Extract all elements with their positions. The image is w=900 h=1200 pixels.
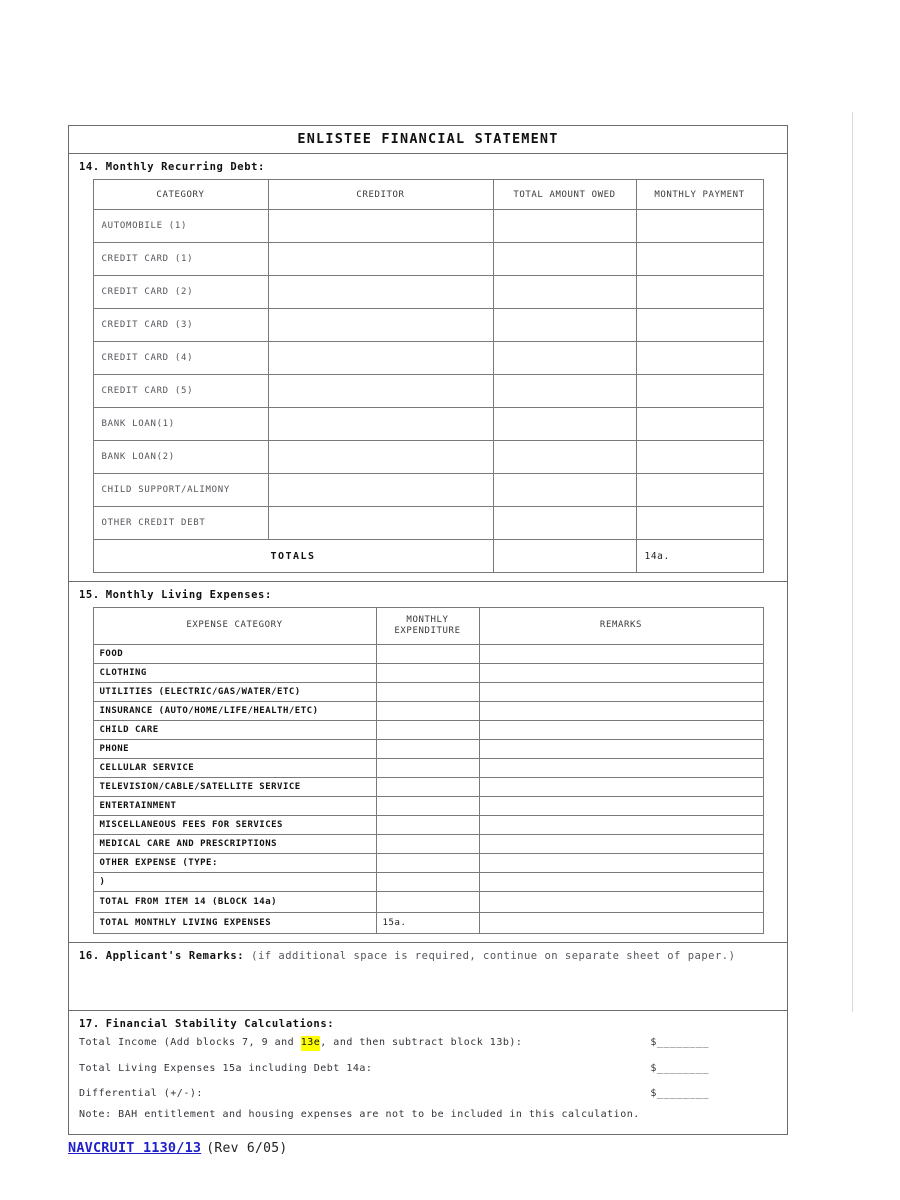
debt-total-owed-input[interactable] (493, 408, 636, 441)
section-16-heading (69, 949, 787, 968)
table-row (93, 816, 763, 835)
debt-row-label: BANK LOAN(2) (93, 441, 268, 474)
table-row (93, 835, 763, 854)
debt-totals-label: TOTALS (93, 540, 493, 573)
expense-remarks-input[interactable] (479, 702, 763, 721)
section-17-financial-stability-calculations (69, 1011, 787, 1135)
expense-remarks-input[interactable] (479, 664, 763, 683)
table-row (93, 664, 763, 683)
expense-row-label: CLOTHING (93, 664, 376, 683)
debt-row-label: CHILD SUPPORT/ALIMONY (93, 474, 268, 507)
calc-note: Note: BAH entitlement and housing expenses are not to be included in this calculation. (79, 1108, 640, 1120)
expense-row-label: INSURANCE (AUTO/HOME/LIFE/HEALTH/ETC) (93, 702, 376, 721)
page-edge-shadow (852, 112, 853, 1012)
table-row (93, 507, 763, 540)
expense-amount-input[interactable] (376, 797, 479, 816)
table-row (93, 873, 763, 892)
calc-total-income-text-after: , and then subtract block 13b): (320, 1037, 523, 1048)
debt-creditor-input[interactable] (268, 441, 493, 474)
calc-differential-amount-input[interactable]: $________ (650, 1088, 709, 1099)
table-row (93, 342, 763, 375)
table-row (93, 854, 763, 873)
debt-total-owed-input[interactable] (493, 375, 636, 408)
debt-total-owed-input[interactable] (493, 276, 636, 309)
debt-creditor-input[interactable] (268, 474, 493, 507)
section-14-label: Monthly Recurring Debt: (105, 161, 265, 173)
debt-col-monthly-payment: MONTHLY PAYMENT (636, 180, 763, 210)
expense-amount-input[interactable] (376, 721, 479, 740)
table-row (93, 408, 763, 441)
debt-total-owed-input[interactable] (493, 243, 636, 276)
expense-row-label: CHILD CARE (93, 721, 376, 740)
expense-row-label-other-close: ) (93, 873, 376, 892)
debt-creditor-input[interactable] (268, 243, 493, 276)
calc-total-income-amount-input[interactable]: $________ (650, 1037, 709, 1048)
expenses-table (93, 607, 764, 934)
expense-amount-input[interactable] (376, 778, 479, 797)
expense-row-label: UTILITIES (ELECTRIC/GAS/WATER/ETC) (93, 683, 376, 702)
calc-living-expenses-text: Total Living Expenses 15a including Debt 14a: (79, 1062, 373, 1074)
section-17-heading (69, 1017, 787, 1036)
debt-total-owed-input[interactable] (493, 342, 636, 375)
debt-table (93, 179, 764, 573)
table-row (93, 759, 763, 778)
form-title: ENLISTEE FINANCIAL STATEMENT (69, 126, 787, 154)
expense-remarks-input[interactable] (479, 854, 763, 873)
table-row (93, 778, 763, 797)
table-row (93, 683, 763, 702)
debt-totals-row (93, 540, 763, 573)
debt-table-header-row (93, 180, 763, 210)
debt-row-label: BANK LOAN(1) (93, 408, 268, 441)
expense-remarks-input[interactable] (479, 873, 763, 892)
expense-amount-input[interactable] (376, 835, 479, 854)
debt-row-label: CREDIT CARD (2) (93, 276, 268, 309)
expense-row-label: FOOD (93, 645, 376, 664)
expense-amount-input[interactable] (376, 854, 479, 873)
table-row (93, 645, 763, 664)
expense-remarks-input[interactable] (479, 759, 763, 778)
table-row (93, 892, 763, 913)
expense-row-label: MISCELLANEOUS FEES FOR SERVICES (93, 816, 376, 835)
debt-monthly-payment-input[interactable] (636, 408, 763, 441)
table-row (93, 309, 763, 342)
debt-total-owed-input[interactable] (493, 507, 636, 540)
expense-row-label-total-monthly-living: TOTAL MONTHLY LIVING EXPENSES (93, 913, 376, 934)
debt-row-label: CREDIT CARD (5) (93, 375, 268, 408)
calc-total-income-highlight-13e: 13e (301, 1036, 321, 1051)
calc-row-total-living-expenses (79, 1062, 787, 1077)
table-row (93, 375, 763, 408)
debt-total-owed-input[interactable] (493, 210, 636, 243)
expense-remarks-input[interactable] (479, 892, 763, 913)
section-17-label: Financial Stability Calculations: (105, 1018, 335, 1030)
expense-remarks-input[interactable] (479, 721, 763, 740)
expense-remarks-input[interactable] (479, 797, 763, 816)
debt-creditor-input[interactable] (268, 342, 493, 375)
expense-remarks-input[interactable] (479, 778, 763, 797)
table-row (93, 276, 763, 309)
form-footer (68, 1140, 788, 1156)
expense-amount-input[interactable] (376, 816, 479, 835)
expense-amount-input[interactable] (376, 759, 479, 778)
debt-creditor-input[interactable] (268, 210, 493, 243)
form-body (68, 125, 788, 1156)
form-outer-border (68, 125, 788, 1135)
debt-monthly-payment-input[interactable] (636, 276, 763, 309)
section-16-number: 16. (79, 950, 100, 962)
calc-total-income-text-before: Total Income (Add blocks 7, 9 and (79, 1037, 301, 1048)
debt-monthly-payment-input[interactable] (636, 441, 763, 474)
debt-creditor-input[interactable] (268, 276, 493, 309)
expense-amount-input[interactable] (376, 645, 479, 664)
debt-monthly-payment-input[interactable] (636, 474, 763, 507)
expense-remarks-input[interactable] (479, 683, 763, 702)
expense-row-label: PHONE (93, 740, 376, 759)
calc-row-total-income (79, 1036, 787, 1051)
calc-living-expenses-amount-input[interactable]: $________ (650, 1062, 709, 1074)
debt-monthly-payment-input[interactable] (636, 507, 763, 540)
debt-col-category: CATEGORY (93, 180, 268, 210)
expenses-table-header-row (93, 608, 763, 645)
section-15-monthly-living-expenses (69, 582, 787, 943)
debt-monthly-payment-input[interactable] (636, 243, 763, 276)
table-row (93, 721, 763, 740)
debt-creditor-input[interactable] (268, 408, 493, 441)
section-16-applicant-remarks (69, 943, 787, 1011)
table-row (93, 913, 763, 934)
debt-row-label: OTHER CREDIT DEBT (93, 507, 268, 540)
expense-remarks-input[interactable] (479, 740, 763, 759)
section-14-heading (69, 160, 787, 179)
expense-row-label: ENTERTAINMENT (93, 797, 376, 816)
debt-monthly-payment-input[interactable] (636, 342, 763, 375)
expense-amount-input[interactable] (376, 702, 479, 721)
expense-remarks-input[interactable] (479, 913, 763, 934)
calc-row-differential (79, 1087, 787, 1102)
debt-row-label: CREDIT CARD (4) (93, 342, 268, 375)
form-number-link[interactable]: NAVCRUIT 1130/13 (68, 1140, 202, 1156)
debt-creditor-input[interactable] (268, 507, 493, 540)
section-16-label: Applicant's Remarks: (105, 950, 245, 962)
debt-row-label: CREDIT CARD (1) (93, 243, 268, 276)
expense-remarks-input[interactable] (479, 835, 763, 854)
debt-monthly-payment-input[interactable] (636, 375, 763, 408)
expense-row-label: CELLULAR SERVICE (93, 759, 376, 778)
section-15-number: 15. (79, 589, 100, 601)
section-15-heading (69, 588, 787, 607)
section-17-number: 17. (79, 1018, 100, 1030)
expense-remarks-input[interactable] (479, 645, 763, 664)
expense-total-ref-15a: 15a. (376, 913, 479, 934)
debt-row-label: CREDIT CARD (3) (93, 309, 268, 342)
debt-total-owed-input[interactable] (493, 474, 636, 507)
expense-amount-input[interactable] (376, 873, 479, 892)
debt-creditor-input[interactable] (268, 309, 493, 342)
expense-remarks-input[interactable] (479, 816, 763, 835)
expense-amount-input[interactable] (376, 892, 479, 913)
table-row (93, 210, 763, 243)
table-row (93, 243, 763, 276)
section-16-note: (if additional space is required, continue on separate sheet of paper.) (251, 950, 736, 962)
expense-row-label-other-type: OTHER EXPENSE (TYPE: (93, 854, 376, 873)
debt-col-total-owed: TOTAL AMOUNT OWED (493, 180, 636, 210)
calculations-body (69, 1036, 787, 1126)
debt-row-label: AUTOMOBILE (1) (93, 210, 268, 243)
section-15-label: Monthly Living Expenses: (105, 589, 272, 601)
debt-creditor-input[interactable] (268, 375, 493, 408)
table-row (93, 474, 763, 507)
calc-differential-text: Differential (+/-): (79, 1088, 203, 1099)
form-revision: (Rev 6/05) (206, 1141, 288, 1156)
expense-amount-input[interactable] (376, 664, 479, 683)
expenses-col-category: EXPENSE CATEGORY (93, 608, 376, 645)
table-row (93, 797, 763, 816)
applicant-remarks-input[interactable] (69, 968, 787, 1002)
table-row (93, 702, 763, 721)
debt-monthly-payment-input[interactable] (636, 210, 763, 243)
debt-total-owed-input[interactable] (493, 441, 636, 474)
expense-row-label: MEDICAL CARE AND PRESCRIPTIONS (93, 835, 376, 854)
expense-row-label: TELEVISION/CABLE/SATELLITE SERVICE (93, 778, 376, 797)
section-14-monthly-recurring-debt (69, 154, 787, 582)
expenses-col-remarks: REMARKS (479, 608, 763, 645)
expense-row-label-total-from-item-14: TOTAL FROM ITEM 14 (BLOCK 14a) (93, 892, 376, 913)
debt-monthly-payment-input[interactable] (636, 309, 763, 342)
debt-total-owed-input[interactable] (493, 309, 636, 342)
expense-amount-input[interactable] (376, 740, 479, 759)
expense-amount-input[interactable] (376, 683, 479, 702)
section-14-number: 14. (79, 161, 100, 173)
table-row (93, 441, 763, 474)
table-row (93, 740, 763, 759)
debt-totals-ref-14a: 14a. (636, 540, 763, 573)
debt-col-creditor: CREDITOR (268, 180, 493, 210)
debt-totals-owed-input[interactable] (493, 540, 636, 573)
expenses-col-monthly-expenditure: MONTHLY EXPENDITURE (376, 608, 479, 645)
